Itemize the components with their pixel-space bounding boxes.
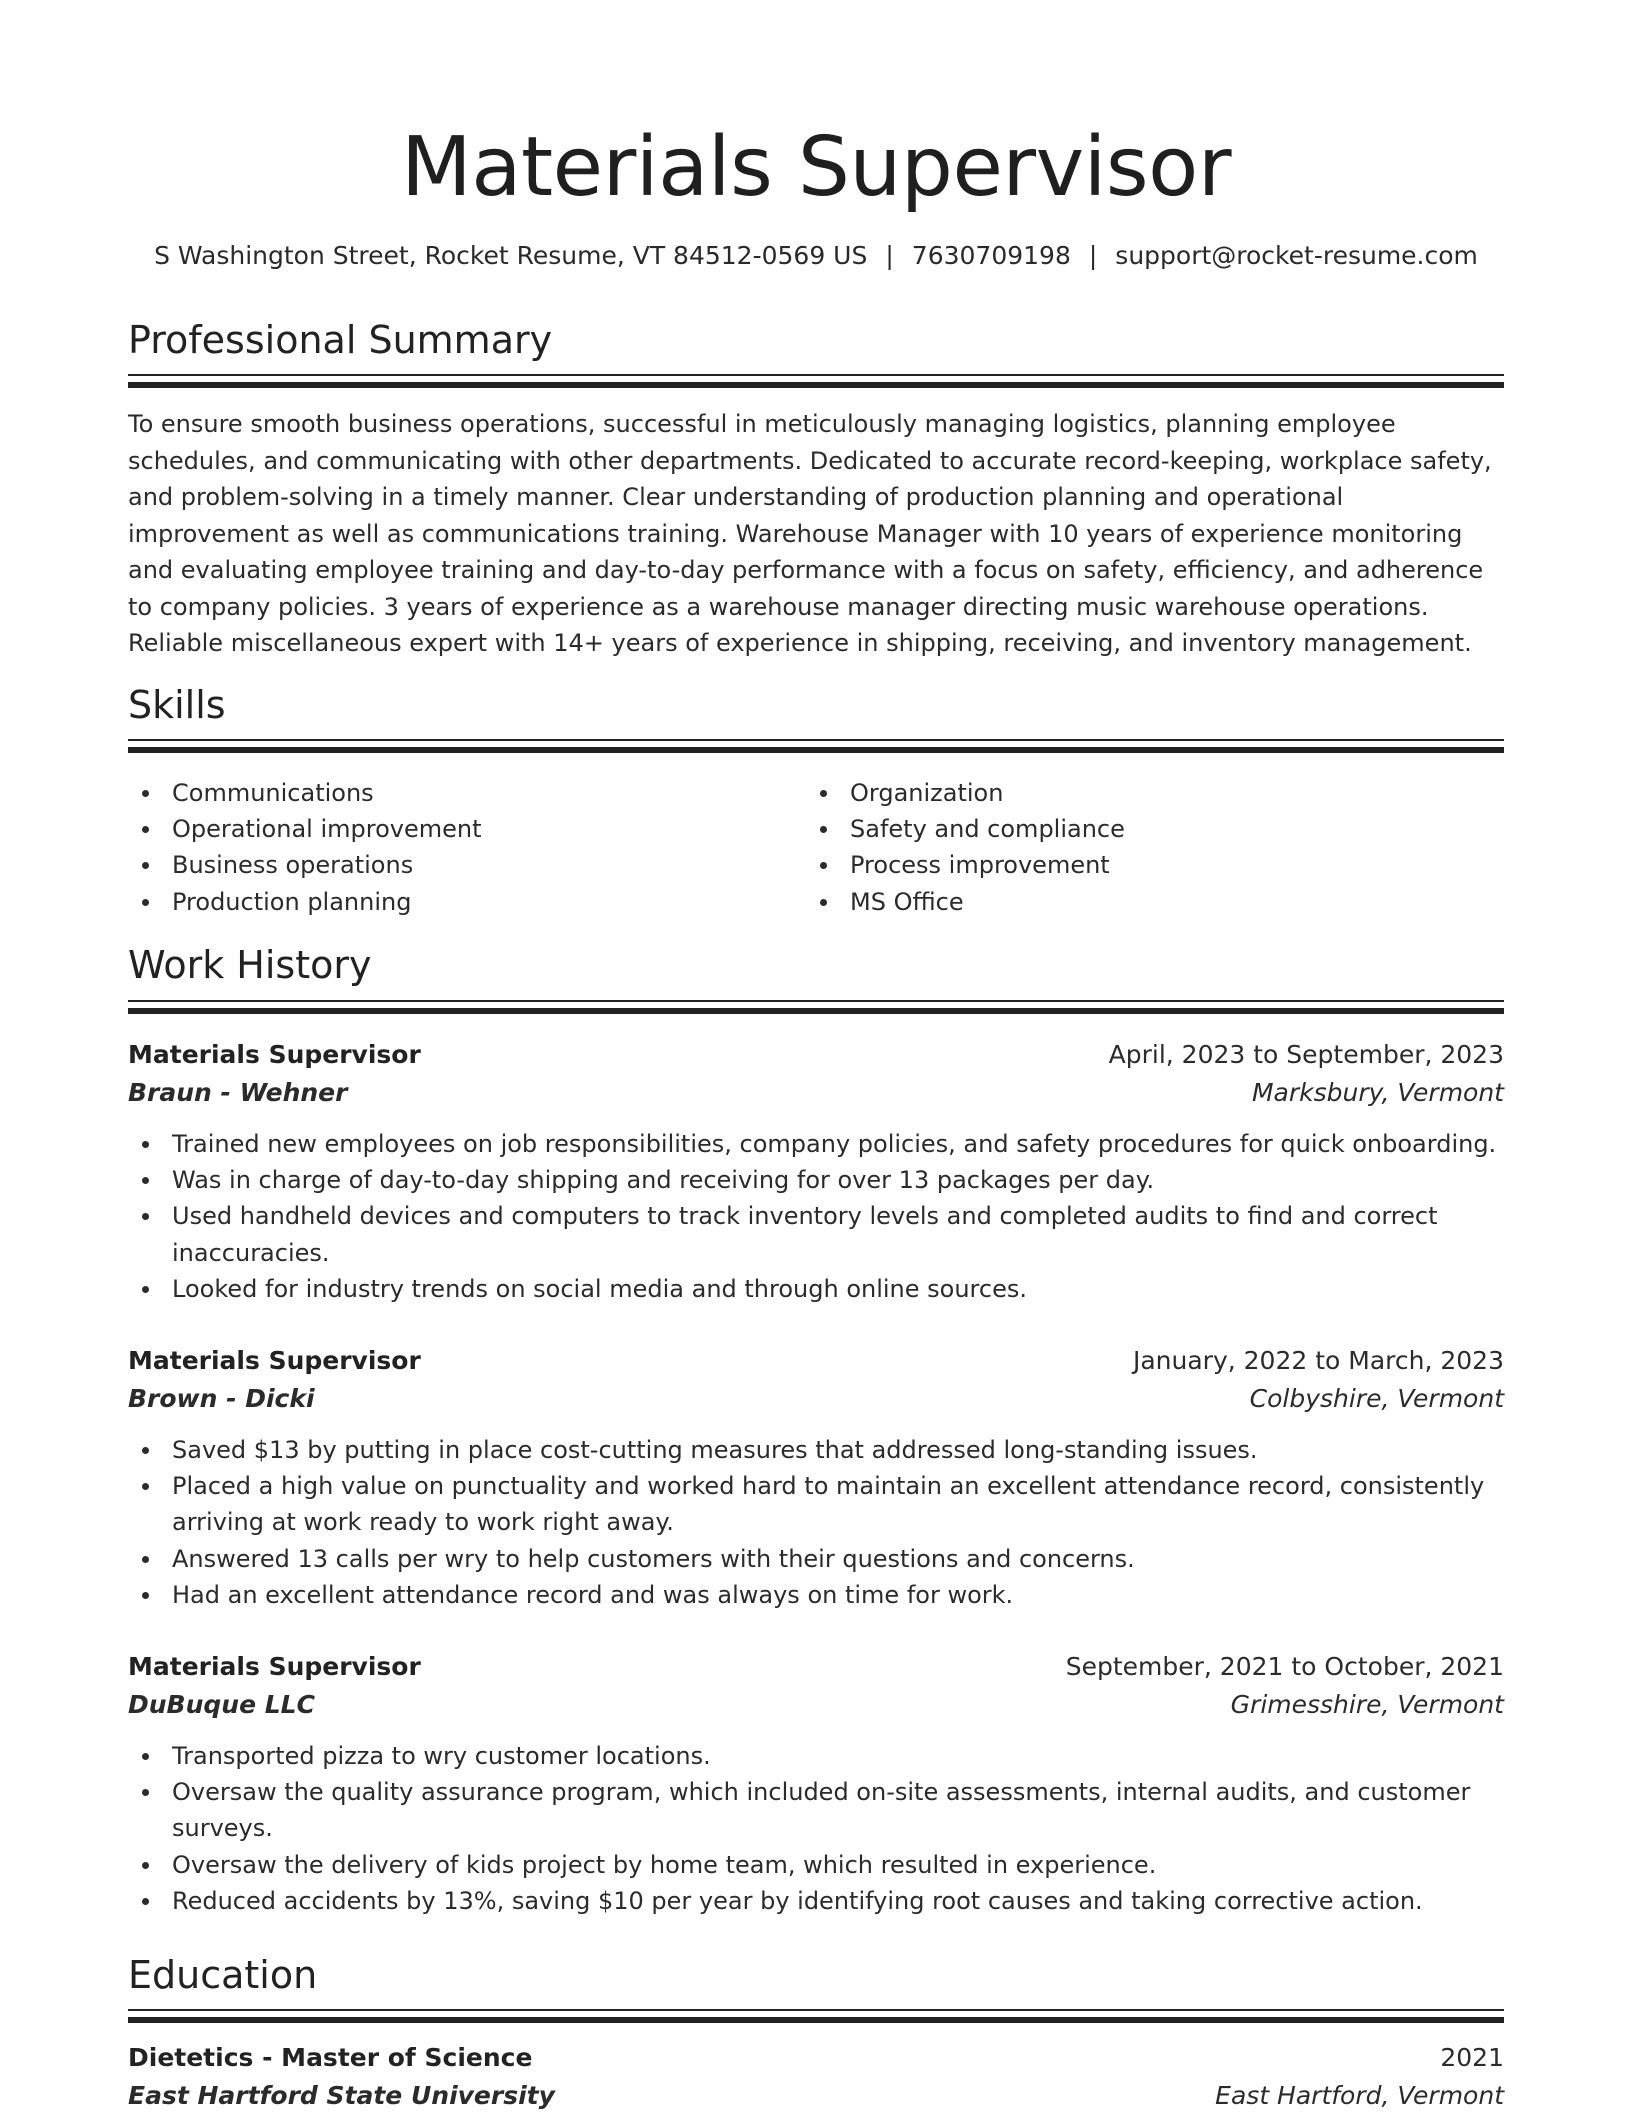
section-education (128, 1950, 1504, 2000)
education-year: 2021 (1440, 2043, 1504, 2072)
education-entry (128, 2039, 1504, 2115)
resume-title: Materials Supervisor (400, 120, 1232, 215)
section-work-history (128, 940, 1504, 990)
section-skills (128, 680, 1504, 730)
job-bullet: Answered 13 calls per wry to help customers with their questions and concerns. (128, 1541, 1504, 1577)
job-title: Materials Supervisor (128, 1652, 421, 1681)
section-heading-skills: Skills (128, 683, 226, 727)
education-location: East Hartford, Vermont (1215, 2081, 1504, 2110)
job-location: Grimesshire, Vermont (1230, 1690, 1504, 1719)
skills-list-left (128, 775, 788, 920)
job-bullet: Oversaw the quality assurance program, which included on-site assessments, internal audits, and customer surveys. (128, 1774, 1504, 1846)
section-rule (128, 747, 1504, 753)
job-company: Braun - Wehner (128, 1078, 348, 1107)
job-bullet: Placed a high value on punctuality and worked hard to maintain an excellent attendance record, consistently arriving at work ready to work right away. (128, 1468, 1504, 1540)
job-entry (128, 1036, 1504, 1307)
section-rule (128, 1000, 1504, 1002)
education-degree: Dietetics - Master of Science (128, 2043, 533, 2072)
job-bullet: Transported pizza to wry customer locations. (128, 1738, 1504, 1774)
skill-item: Safety and compliance (806, 811, 1466, 847)
contact-email: support@rocket-resume.com (1115, 241, 1478, 270)
education-school: East Hartford State University (128, 2081, 555, 2110)
job-dates: April, 2023 to September, 2023 (1108, 1040, 1504, 1069)
job-title: Materials Supervisor (128, 1346, 421, 1375)
job-bullet: Had an excellent attendance record and was always on time for work. (128, 1577, 1504, 1613)
skill-item: Communications (128, 775, 788, 811)
job-bullets (128, 1738, 1504, 1919)
contact-address: S Washington Street, Rocket Resume, VT 84512-0569 US (154, 241, 868, 270)
job-bullet: Was in charge of day-to-day shipping and receiving for over 13 packages per day. (128, 1162, 1504, 1198)
section-rule (128, 382, 1504, 388)
job-bullet: Saved $13 by putting in place cost-cutting measures that addressed long-standing issues. (128, 1432, 1504, 1468)
job-bullets (128, 1432, 1504, 1613)
job-company: DuBuque LLC (128, 1690, 315, 1719)
job-location: Colbyshire, Vermont (1249, 1384, 1504, 1413)
section-summary (128, 315, 1504, 365)
job-bullet: Trained new employees on job responsibilities, company policies, and safety procedures for quick onboarding. (128, 1126, 1504, 1162)
summary-text: To ensure smooth business operations, successful in meticulously managing logistics, planning employee schedules, and communicating with other departments. Dedicated to accurate record-keeping, workplace safety, and problem-solving in a timely manner. Clear understanding of production planning and operational improvement as well as communications training. Warehouse Manager with 10 years of experience monitoring and evaluating employee training and day-to-day performance with a focus on safety, efficiency, and adherence to company policies. 3 years of experience as a warehouse manager directing music warehouse operations. Reliable miscellaneous expert with 14+ years of experience in shipping, receiving, and inventory management. (128, 410, 1492, 657)
section-rule (128, 2009, 1504, 2011)
skill-item: Operational improvement (128, 811, 788, 847)
job-location: Marksbury, Vermont (1251, 1078, 1504, 1107)
job-bullet: Used handheld devices and computers to track inventory levels and completed audits to find and correct inaccuracies. (128, 1198, 1504, 1270)
section-rule (128, 374, 1504, 376)
contact-separator: | (1088, 241, 1098, 270)
job-bullets (128, 1126, 1504, 1307)
contact-line (128, 238, 1504, 274)
job-title: Materials Supervisor (128, 1040, 421, 1069)
skill-item: MS Office (806, 884, 1466, 920)
job-entry (128, 1342, 1504, 1613)
skill-item: Process improvement (806, 847, 1466, 883)
contact-phone: 7630709198 (911, 241, 1071, 270)
job-company: Brown - Dicki (128, 1384, 315, 1413)
skills-list-right (806, 775, 1466, 920)
section-rule (128, 1008, 1504, 1014)
skill-item: Business operations (128, 847, 788, 883)
job-bullet: Reduced accidents by 13%, saving $10 per year by identifying root causes and taking corrective action. (128, 1883, 1504, 1919)
section-heading-summary: Professional Summary (128, 318, 553, 362)
job-entry (128, 1648, 1504, 1919)
job-dates: September, 2021 to October, 2021 (1065, 1652, 1504, 1681)
section-heading-work-history: Work History (128, 943, 372, 987)
section-rule (128, 739, 1504, 741)
skill-item: Production planning (128, 884, 788, 920)
job-bullet: Oversaw the delivery of kids project by home team, which resulted in experience. (128, 1847, 1504, 1883)
contact-separator: | (885, 241, 894, 270)
job-bullet: Looked for industry trends on social media and through online sources. (128, 1271, 1504, 1307)
section-heading-education: Education (128, 1953, 318, 1997)
job-dates: January, 2022 to March, 2023 (1132, 1346, 1504, 1375)
skill-item: Organization (806, 775, 1466, 811)
section-rule (128, 2017, 1504, 2023)
